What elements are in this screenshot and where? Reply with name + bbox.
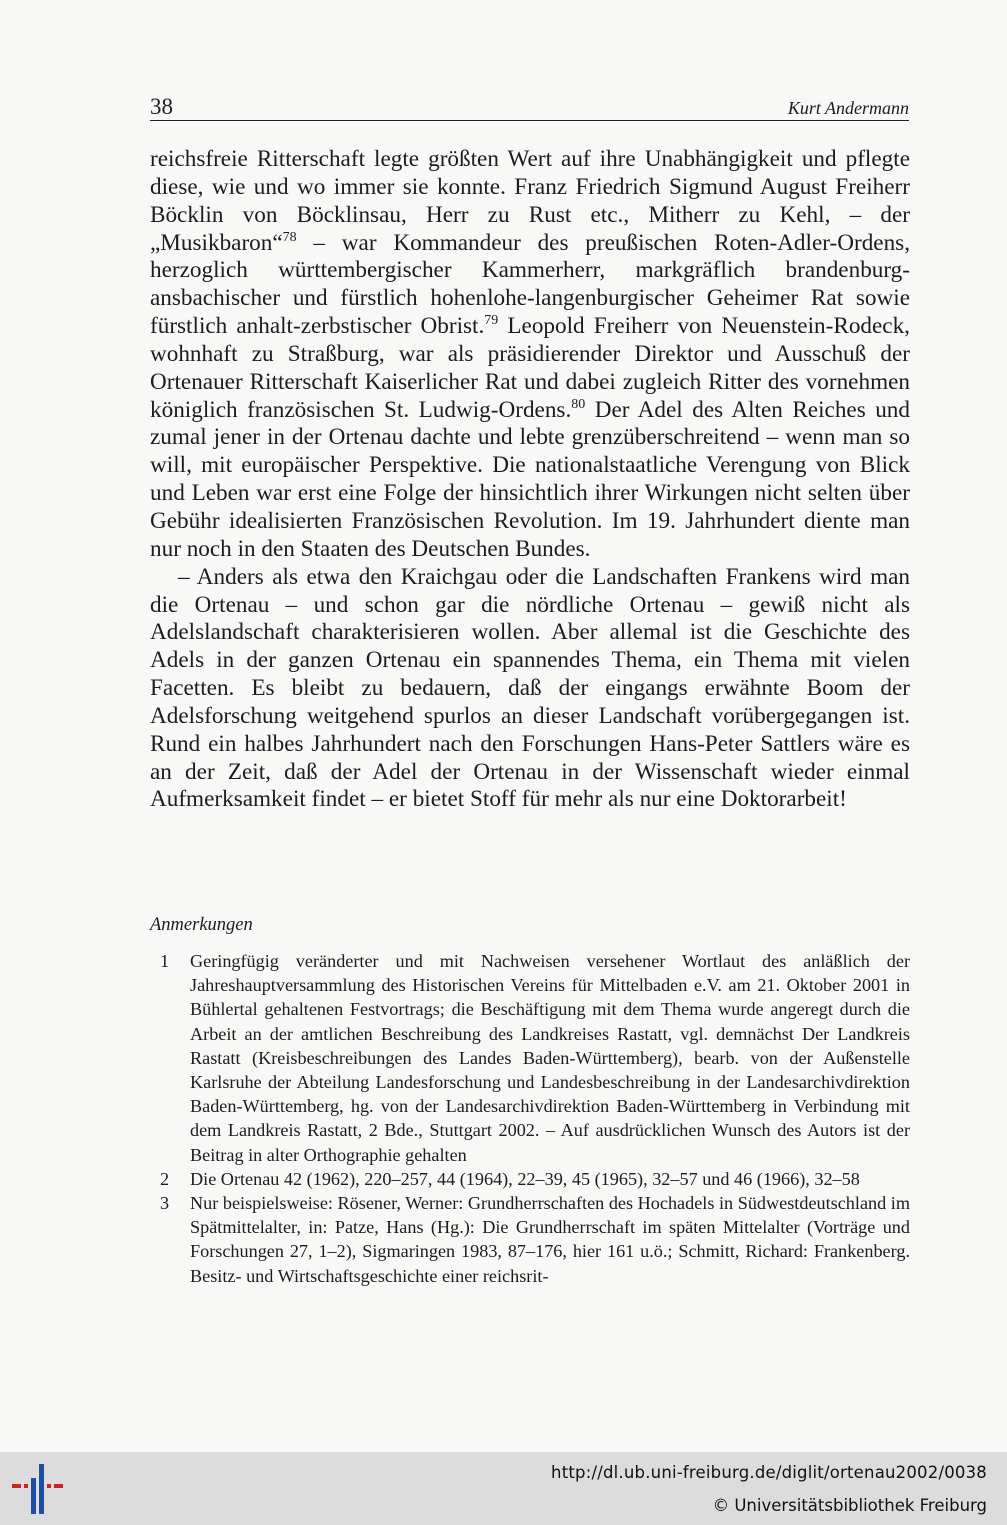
ub-freiburg-logo-icon: [12, 1464, 64, 1514]
paragraph-1-part-c: Leopold Freiherr von Neuenstein-Rodeck, wohnhaft zu Straßburg, war als präsidierender Direktor und Ausschuß der Ortenauer Ritterschaft Kaiserlicher Rat und dabei zugleich Ritter des vornehmen königlich französischen St. Ludwig-Ordens.: [150, 313, 910, 423]
footer-permalink[interactable]: http://dl.ub.uni-freiburg.de/diglit/ortenau2002/0038: [551, 1463, 987, 1482]
notes-heading: Anmerkungen: [150, 915, 253, 935]
footer-copyright: © Universitätsbibliothek Freiburg: [712, 1496, 987, 1515]
paragraph-1-part-a: reichsfreie Ritterschaft legte größten Wert auf ihre Unabhängigkeit und pflegte diese, wie und wo immer sie konnte. Franz Friedrich Sigmund August Freiherr Böcklin von Böcklinsau, Herr zu Rust etc., Mitherr zu Kehl, – der „Musikbaron“: [150, 146, 910, 256]
footnote-ref-78[interactable]: 78: [282, 229, 297, 245]
footnote-ref-80[interactable]: 80: [571, 396, 586, 412]
note-number: 1: [160, 951, 170, 971]
note-item: [150, 949, 910, 1167]
footer-bar: [0, 1452, 1007, 1525]
note-number: 3: [160, 1193, 170, 1214]
note-item: [150, 1191, 910, 1288]
notes-list: [150, 949, 910, 1288]
running-head-author: Kurt Andermann: [787, 98, 909, 118]
note-text: Geringfügig veränderter und mit Nachweisen versehener Wortlaut des anläßlich der Jahreshauptversammlung des Historischen Vereins für Mittelbaden e.V. am 21. Oktober 2001 in Bühlertal gehaltenen Festvortrags; die Beschäftigung mit dem Thema wurde angeregt durch die Arbeit an der amtlichen Beschreibung des Landkreises Rastatt, vgl. demnächst Der Landkreis Rastatt (Kreisbeschreibungen des Landes Baden-Württemberg), bearb. von der Außenstelle Karlsruhe der Abteilung Landesforschung und Landesbeschreibung in der Landesarchivdirektion Baden-Württemberg, hg. von der Landesarchivdirektion Baden-Württemberg in Verbindung mit dem Landkreis Rastatt, 2 Bde., Stuttgart 2002. – Auf ausdrücklichen Wunsch des Autors ist der Beitrag in alter Orthographie gehalten: [190, 951, 910, 1165]
paragraph-1-part-b: – war Kommandeur des preußischen Roten-Adler-Ordens, herzoglich württembergischer Kammerherr, markgräflich brandenburg-ansbachischer und fürstlich hohenlohe-langenburgischer Geheimer Rat sowie fürstlich anhalt-zerbstischer Obrist.: [150, 229, 910, 340]
footnote-ref-79[interactable]: 79: [484, 313, 499, 329]
paragraph-1: [150, 146, 910, 564]
note-text: Die Ortenau 42 (1962), 220–257, 44 (1964), 22–39, 45 (1965), 32–57 und 46 (1966), 32–58: [190, 1168, 860, 1189]
note-item: [150, 1167, 910, 1191]
page-number: 38: [150, 94, 173, 119]
running-head: [150, 94, 909, 121]
body-text: [150, 146, 910, 814]
paragraph-2: – Anders als etwa den Kraichgau oder die Landschaften Frankens wird man die Ortenau – und schon gar die nördliche Ortenau – gewiß nicht als Adelslandschaft charakterisieren wollen. Aber allemal ist die Geschichte des Adels in der ganzen Ortenau ein spannendes Thema, ein Thema mit vielen Facetten. Es bleibt zu bedauern, daß der eingangs erwähnte Boom der Adelsforschung weitgehend spurlos an dieser Landschaft vorübergegangen ist. Rund ein halbes Jahrhundert nach den Forschungen Hans-Peter Sattlers wäre es an der Zeit, daß der Adel der Ortenau in der Wissenschaft wieder einmal Aufmerksamkeit findet – er bietet Stoff für mehr als nur eine Doktorarbeit!: [150, 563, 910, 813]
note-number: 2: [160, 1168, 170, 1189]
note-text: Nur beispielsweise: Rösener, Werner: Grundherrschaften des Hochadels in Südwestdeutschland im Spätmittelalter, in: Patze, Hans (Hg.): Die Grundherrschaft im späten Mittelalter (Vorträge und Forschungen 27, 1–2), Sigmaringen 1983, 87–176, hier 161 u.ö.; Schmitt, Richard: Frankenberg. Besitz- und Wirtschaftsgeschichte einer reichsrit-: [190, 1193, 910, 1286]
paragraph-1-part-d: Der Adel des Alten Reiches und zumal jener in der Ortenau dachte und lebte grenzüberschreitend – wenn man so will, mit europäischer Perspektive. Die nationalstaatliche Verengung von Blick und Leben war erst eine Folge der hinsichtlich ihrer Wirkungen nicht selten über Gebühr idealisierten Französischen Revolution. Im 19. Jahrhundert diente man nur noch in den Staaten des Deutschen Bundes.: [150, 396, 910, 562]
